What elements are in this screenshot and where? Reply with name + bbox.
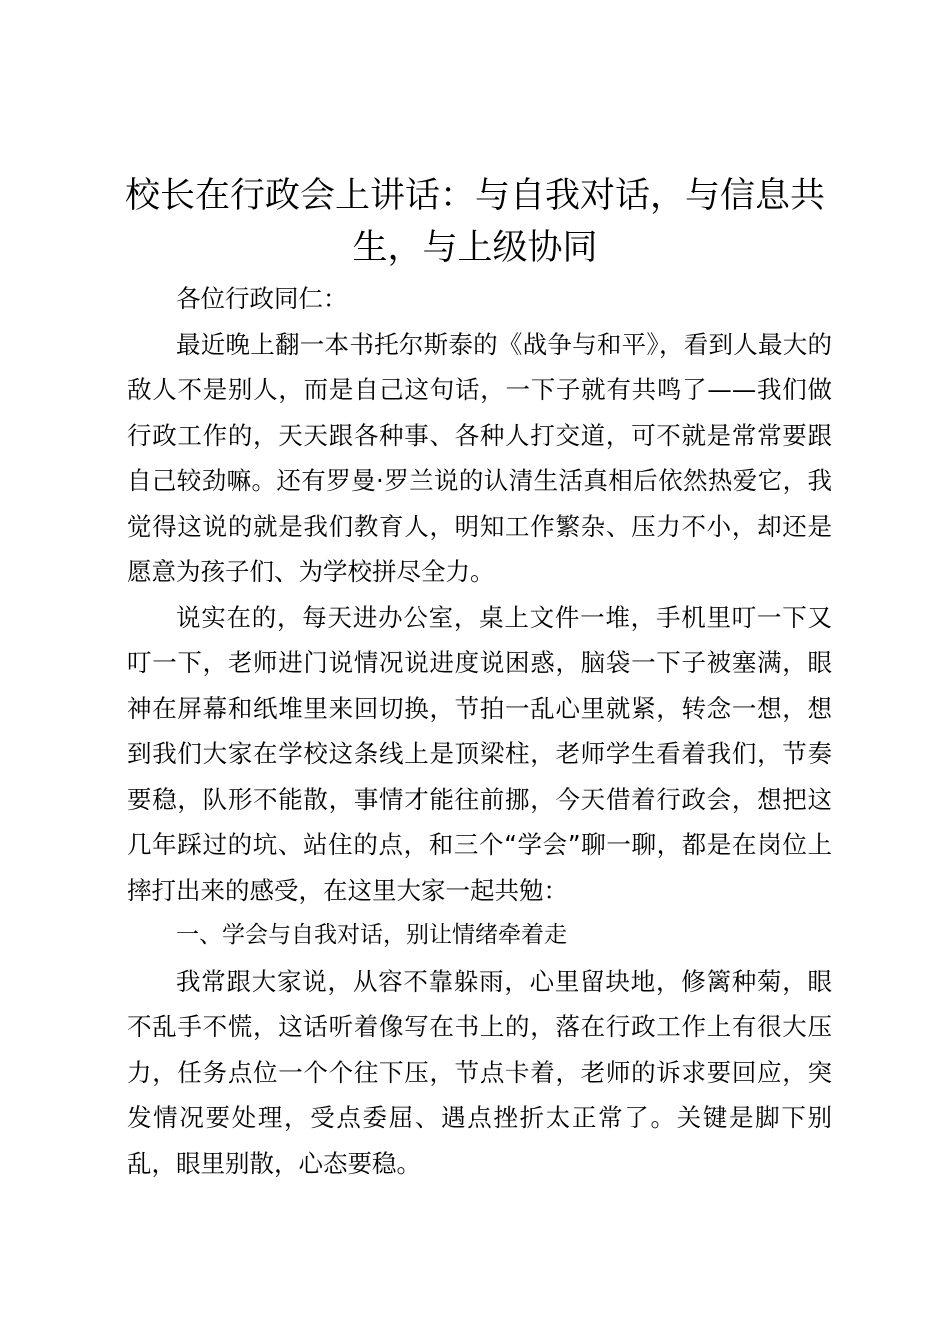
document-title: 校长在行政会上讲话：与自我对话，与信息共生，与上级协同 <box>124 176 825 268</box>
paragraph: 说实在的，每天进办公室，桌上文件一堆，手机里叮一下又叮一下，老师进门说情况说进度说困惑，脑袋一下子被塞满，眼神在屏幕和纸堆里来回切换，节拍一乱心里就紧，转念一想，想到我们大家在学校这条线上是顶梁柱，老师学生看着我们，节奏要稳，队形不能散，事情才能往前挪，今天借着行政会，想把这几年踩过的坑、站住的点，和三个“学会”聊一聊，都是在岗位上摔打出来的感受，在这里大家一起共勉： <box>127 602 832 905</box>
greeting: 各位行政同仁： <box>176 284 348 313</box>
section-heading: 一、学会与自我对话，别让情绪牵着走 <box>176 922 567 948</box>
document-body <box>127 276 832 1186</box>
paragraph: 最近晚上翻一本书托尔斯泰的《战争与和平》，看到人最大的敌人不是别人，而是自己这句话，一下子就有共鸣了——我们做行政工作的，天天跟各种事、各种人打交道，可不就是常常要跟自己较劲嘛。还有罗曼·罗兰说的认清生活真相后依然热爱它，我觉得这说的就是我们教育人，明知工作繁杂、压力不小，却还是愿意为孩子们、为学校拼尽全力。 <box>127 329 832 586</box>
paragraph: 我常跟大家说，从容不靠躲雨，心里留块地，修篱种菊，眼不乱手不慌，这话听着像写在书上的，落在行政工作上有很大压力，任务点位一个个往下压，节点卡着，老师的诉求要回应，突发情况要处理，受点委屈、遇点挫折太正常了。关键是脚下别乱，眼里别散，心态要稳。 <box>127 966 832 1178</box>
